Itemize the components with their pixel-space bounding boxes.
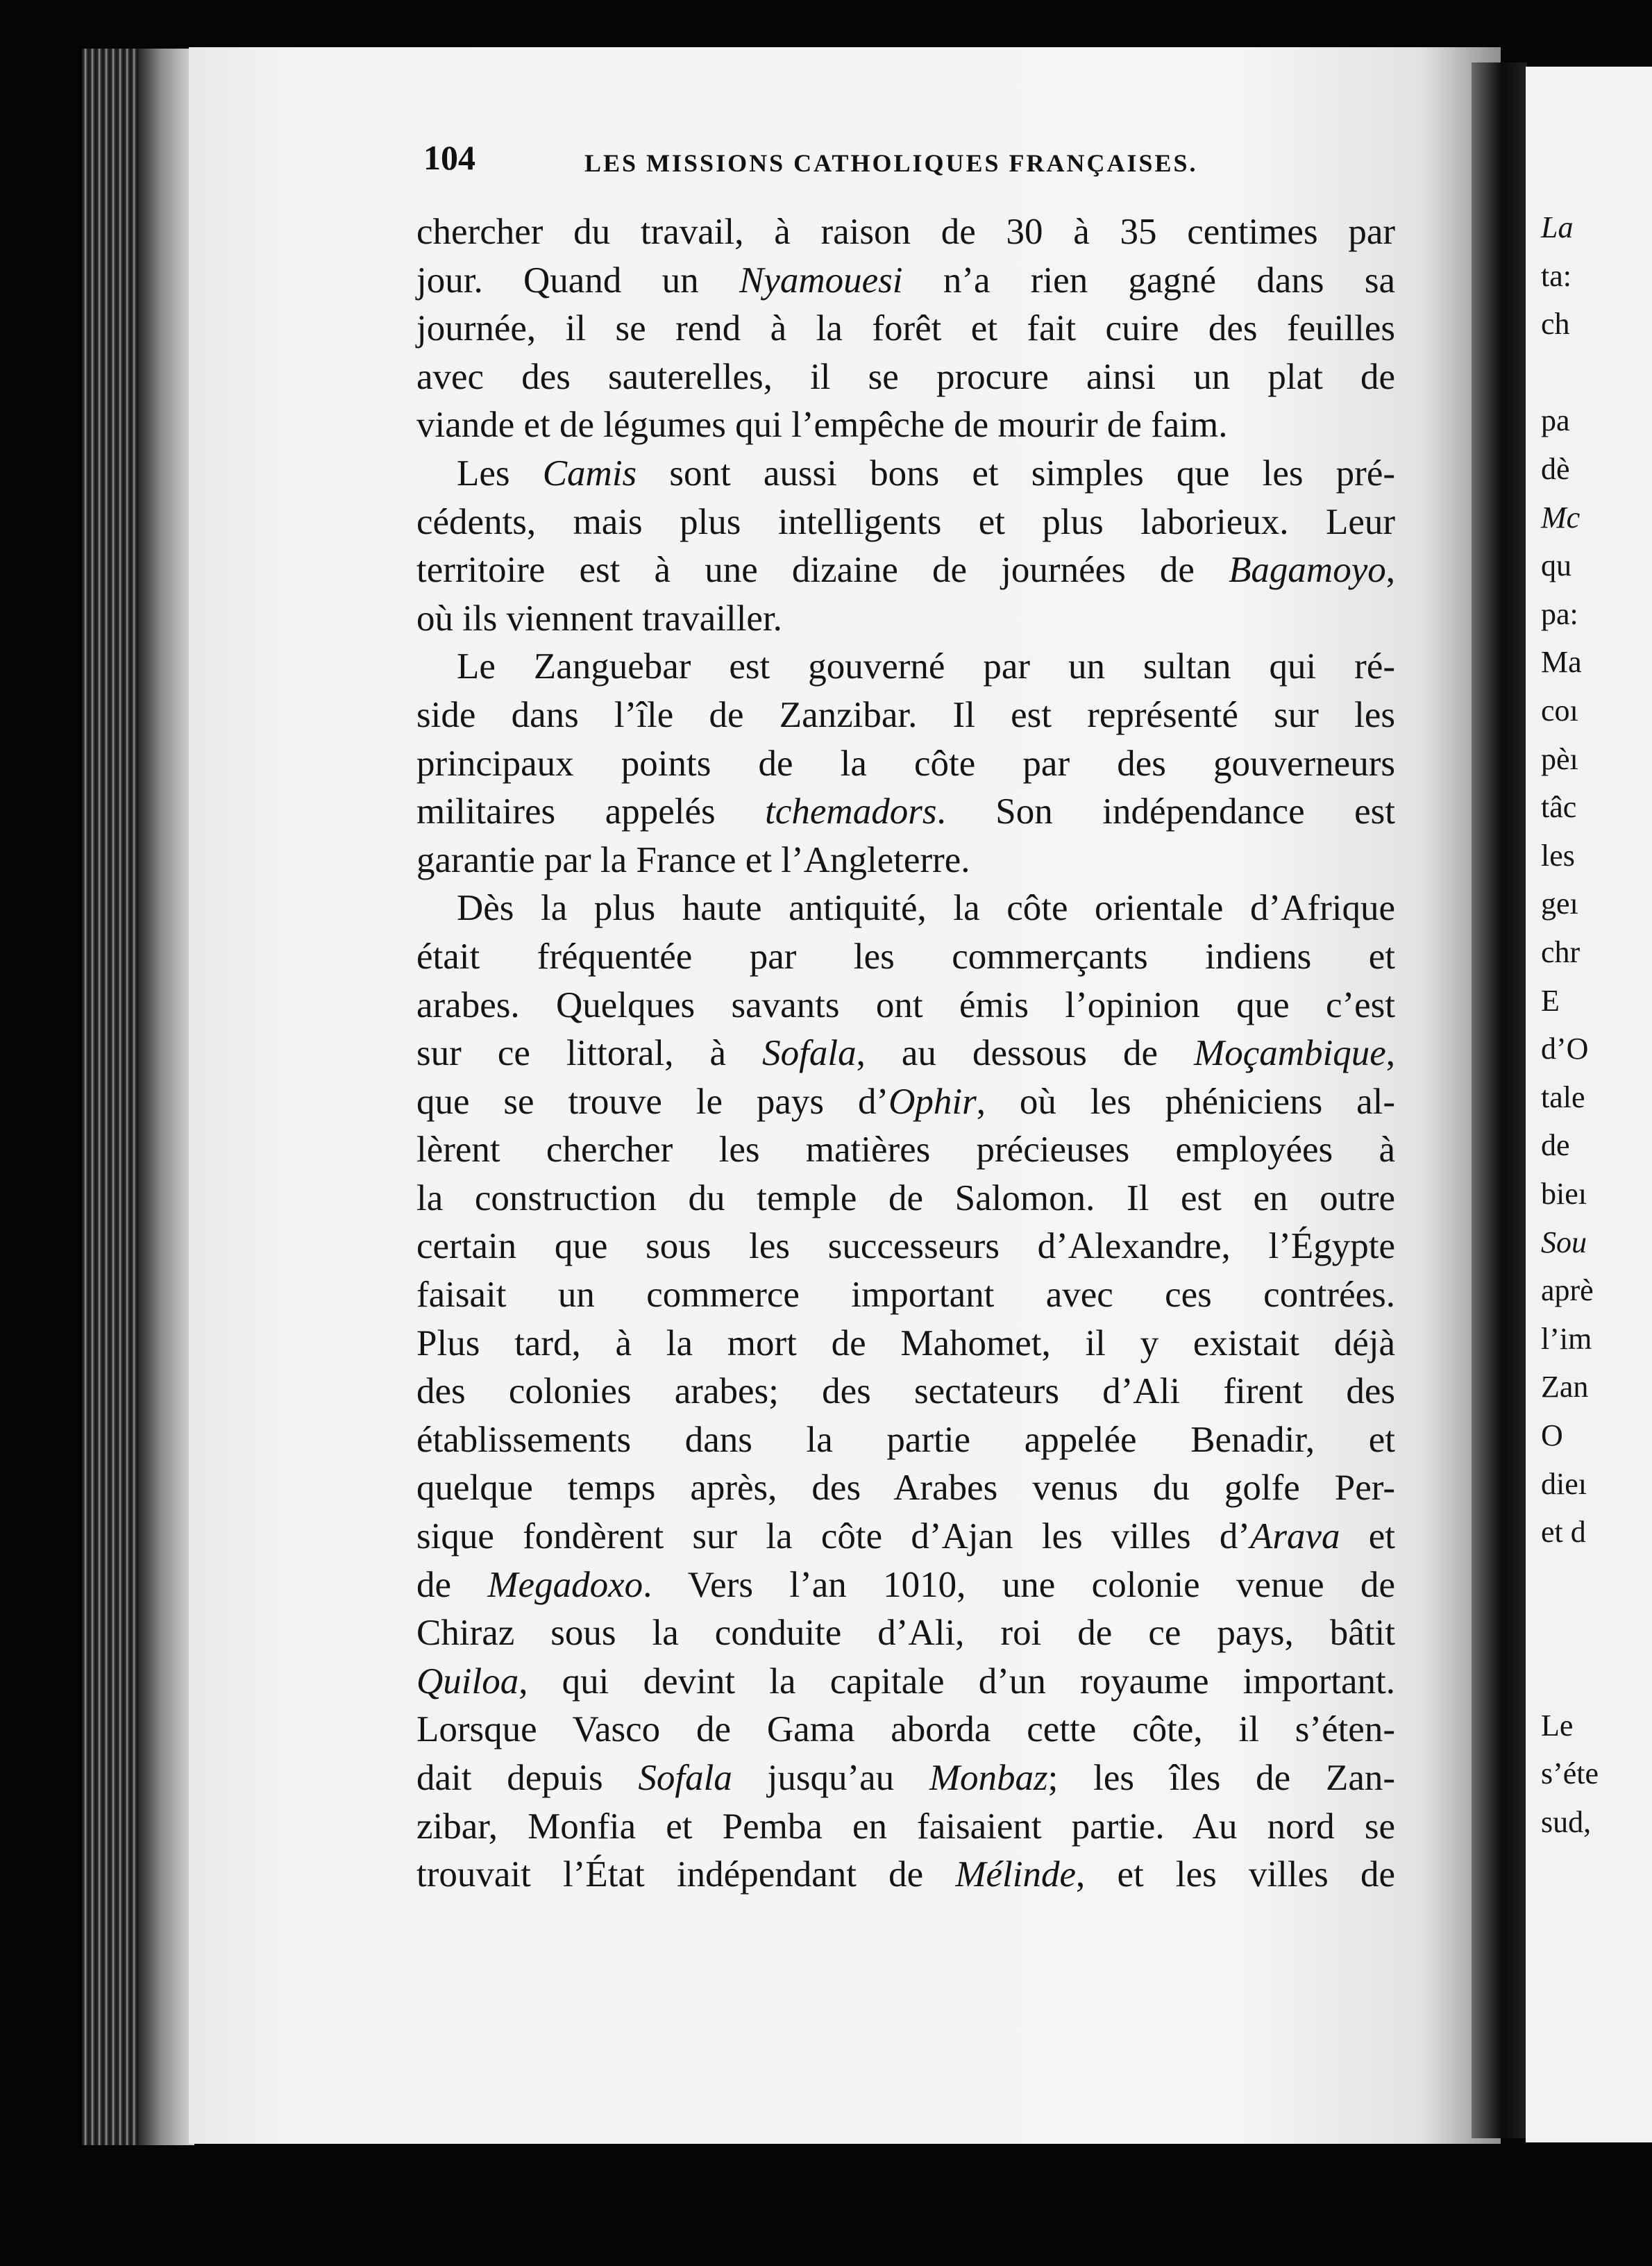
text-line <box>416 1126 1395 1175</box>
text-segment: viande et de légumes qui l’empêche de mourir de faim. <box>416 405 1228 446</box>
text-segment: et <box>1340 1516 1396 1557</box>
facing-page-fragment: geı <box>1541 887 1578 921</box>
text-segment: n’a rien gagné dans sa <box>902 260 1396 301</box>
body-text <box>416 208 1395 1899</box>
facing-page-fragment: ch <box>1541 307 1570 342</box>
text-line <box>416 740 1395 789</box>
text-line <box>416 401 1395 450</box>
text-line <box>416 1464 1395 1513</box>
facing-page-fragment: pa: <box>1541 596 1578 631</box>
facing-page-fragment: Sou <box>1541 1225 1587 1259</box>
italic-text: Arava <box>1250 1516 1340 1557</box>
text-line <box>416 643 1395 691</box>
facing-page-fragment: qu <box>1541 548 1571 583</box>
page-number: 104 <box>423 138 475 177</box>
text-segment: jour. Quand un <box>416 260 739 301</box>
text-segment: garantie par la France et l’Angleterre. <box>416 839 970 880</box>
italic-text: Moçambique <box>1194 1033 1386 1074</box>
text-line <box>416 1368 1395 1416</box>
italic-text: tchemadors <box>765 791 937 832</box>
text-segment: , au dessous de <box>856 1033 1195 1074</box>
text-segment: certain que sous les successeurs d’Alexandre, l’Égypte <box>416 1226 1395 1267</box>
text-segment: . Vers l’an 1010, une colonie venue de <box>643 1564 1395 1605</box>
facing-page-fragment: chr <box>1541 935 1581 969</box>
text-segment: que se trouve le pays d’ <box>416 1081 889 1122</box>
text-line <box>416 257 1395 305</box>
text-line <box>416 1320 1395 1368</box>
facing-page-fragment: Ma <box>1541 645 1582 680</box>
text-line <box>416 982 1395 1030</box>
facing-page-fragment: aprè <box>1541 1273 1594 1308</box>
text-line <box>416 884 1395 933</box>
text-segment: , <box>1385 550 1395 591</box>
facing-page-fragment: les <box>1541 838 1575 873</box>
text-segment: Dès la plus haute antiquité, la côte orientale d’Afrique <box>457 888 1395 929</box>
text-segment: faisait un commerce important avec ces contrées. <box>416 1275 1395 1316</box>
text-segment: Les <box>457 453 543 494</box>
text-segment: des colonies arabes; des sectateurs d’Ali firent des <box>416 1371 1395 1412</box>
italic-text: Nyamouesi <box>739 260 903 301</box>
text-line <box>416 1561 1395 1610</box>
text-line <box>416 353 1395 402</box>
text-segment: établissements dans la partie appelée Benadir, et <box>416 1419 1395 1460</box>
facing-page-fragment: E <box>1541 983 1560 1018</box>
text-line <box>416 1416 1395 1465</box>
text-line <box>416 1223 1395 1271</box>
text-line <box>416 595 1395 644</box>
facing-page-fragment: tâc <box>1541 790 1577 825</box>
text-segment: ; les îles de Zan- <box>1047 1758 1395 1798</box>
facing-page-fragment: ta: <box>1541 258 1571 293</box>
text-line <box>416 1803 1395 1852</box>
text-segment: . Son indépendance est <box>936 791 1395 832</box>
page-edge-shading <box>139 49 194 2145</box>
text-segment: sur ce littoral, à <box>416 1033 763 1074</box>
text-segment: quelque temps après, des Arabes venus du golfe Per- <box>416 1468 1395 1509</box>
text-line <box>416 1030 1395 1078</box>
text-segment: militaires appelés <box>416 791 766 832</box>
facing-page-fragment: Mc <box>1541 500 1581 535</box>
text-segment: de <box>416 1564 488 1605</box>
text-segment: dait depuis <box>416 1758 639 1798</box>
facing-page-fragment: sud, <box>1541 1804 1592 1839</box>
binding-gutter-shadow <box>1472 62 1527 2138</box>
facing-page-fragment: l’im <box>1541 1321 1592 1356</box>
text-line <box>416 1754 1395 1803</box>
text-segment: sont aussi bons et simples que les pré- <box>637 453 1395 494</box>
facing-page-fragment: de <box>1541 1128 1570 1163</box>
text-segment: Plus tard, à la mort de Mahomet, il y existait déjà <box>416 1323 1395 1363</box>
facing-page-fragment: O <box>1541 1418 1563 1452</box>
facing-page-fragment: Le <box>1541 1708 1574 1743</box>
text-segment: Le Zanguebar est gouverné par un sultan qui ré- <box>457 646 1395 687</box>
text-segment: cédents, mais plus intelligents et plus laborieux. Leur <box>416 501 1395 542</box>
facing-page-fragment: bieı <box>1541 1177 1587 1211</box>
text-line <box>416 1513 1395 1561</box>
text-segment: arabes. Quelques savants ont émis l’opinion que c’est <box>416 984 1395 1025</box>
text-segment: la construction du temple de Salomon. Il est en outre <box>416 1177 1395 1218</box>
text-segment: chercher du travail, à raison de 30 à 35 centimes par <box>416 212 1395 252</box>
italic-text: Camis <box>542 453 637 494</box>
text-segment: sique fondèrent sur la côte d’Ajan les villes d’ <box>416 1516 1251 1557</box>
text-line <box>416 788 1395 837</box>
text-segment: principaux points de la côte par des gouverneurs <box>416 743 1395 784</box>
text-line <box>416 933 1395 982</box>
text-segment: Lorsque Vasco de Gama aborda cette côte, il s’éten- <box>416 1709 1395 1750</box>
facing-page-fragment: tale <box>1541 1080 1585 1114</box>
italic-text: Ophir <box>888 1081 977 1122</box>
text-segment: trouvait l’État indépendant de <box>416 1854 956 1895</box>
text-line <box>416 691 1395 740</box>
facing-page <box>1526 67 1652 2142</box>
italic-text: Quiloa <box>416 1661 519 1702</box>
text-line <box>416 305 1395 353</box>
text-line <box>416 837 1395 885</box>
text-segment: , et les villes de <box>1076 1854 1395 1895</box>
facing-page-fragment: Zan <box>1541 1370 1589 1404</box>
facing-page-fragment: La <box>1541 210 1574 244</box>
italic-text: Monbaz <box>929 1758 1048 1798</box>
italic-text: Sofala <box>638 1758 732 1798</box>
text-line <box>416 1609 1395 1658</box>
text-line <box>416 546 1395 595</box>
text-line <box>416 208 1395 257</box>
text-segment: , qui devint la capitale d’un royaume important. <box>519 1661 1395 1702</box>
text-line <box>416 1706 1395 1754</box>
text-segment: , où les phéniciens al- <box>976 1081 1396 1122</box>
text-line <box>416 1271 1395 1320</box>
italic-text: Bagamoyo <box>1229 550 1386 591</box>
facing-page-fragment: pèı <box>1541 741 1578 776</box>
facing-page-fragment: dè <box>1541 452 1570 486</box>
facing-page-fragment: et d <box>1541 1515 1586 1550</box>
text-line <box>416 1175 1395 1223</box>
text-segment: side dans l’île de Zanzibar. Il est représenté sur les <box>416 694 1395 735</box>
text-segment: lèrent chercher les matières précieuses employées à <box>416 1130 1395 1170</box>
text-segment: avec des sauterelles, il se procure ainsi un plat de <box>416 356 1395 397</box>
text-line <box>416 1658 1395 1706</box>
text-segment: territoire est à une dizaine de journées de <box>416 550 1229 591</box>
facing-page-fragment: coı <box>1541 694 1578 728</box>
facing-page-fragment: pa <box>1541 403 1570 438</box>
running-title: LES MISSIONS CATHOLIQUES FRANÇAISES. <box>584 149 1198 177</box>
text-segment: zibar, Monfia et Pemba en faisaient partie. Au nord se <box>416 1806 1395 1847</box>
text-segment: était fréquentée par les commerçants indiens et <box>416 936 1395 977</box>
text-line <box>416 1851 1395 1899</box>
text-segment: journée, il se rend à la forêt et fait cuire des feuilles <box>416 308 1395 349</box>
text-line <box>416 1078 1395 1127</box>
facing-page-fragment: s’éte <box>1541 1756 1599 1791</box>
text-line <box>416 498 1395 547</box>
facing-page-fragment: dieı <box>1541 1466 1587 1501</box>
text-line <box>416 450 1395 498</box>
italic-text: Sofala <box>762 1033 857 1074</box>
italic-text: Mélinde <box>955 1854 1077 1895</box>
text-segment: Chiraz sous la conduite d’Ali, roi de ce pays, bâtit <box>416 1613 1395 1654</box>
facing-page-fragment: d’O <box>1541 1032 1589 1066</box>
text-segment: jusqu’au <box>732 1758 929 1798</box>
text-segment: où ils viennent travailler. <box>416 598 782 639</box>
text-segment: , <box>1385 1033 1395 1074</box>
italic-text: Megadoxo <box>487 1564 643 1605</box>
